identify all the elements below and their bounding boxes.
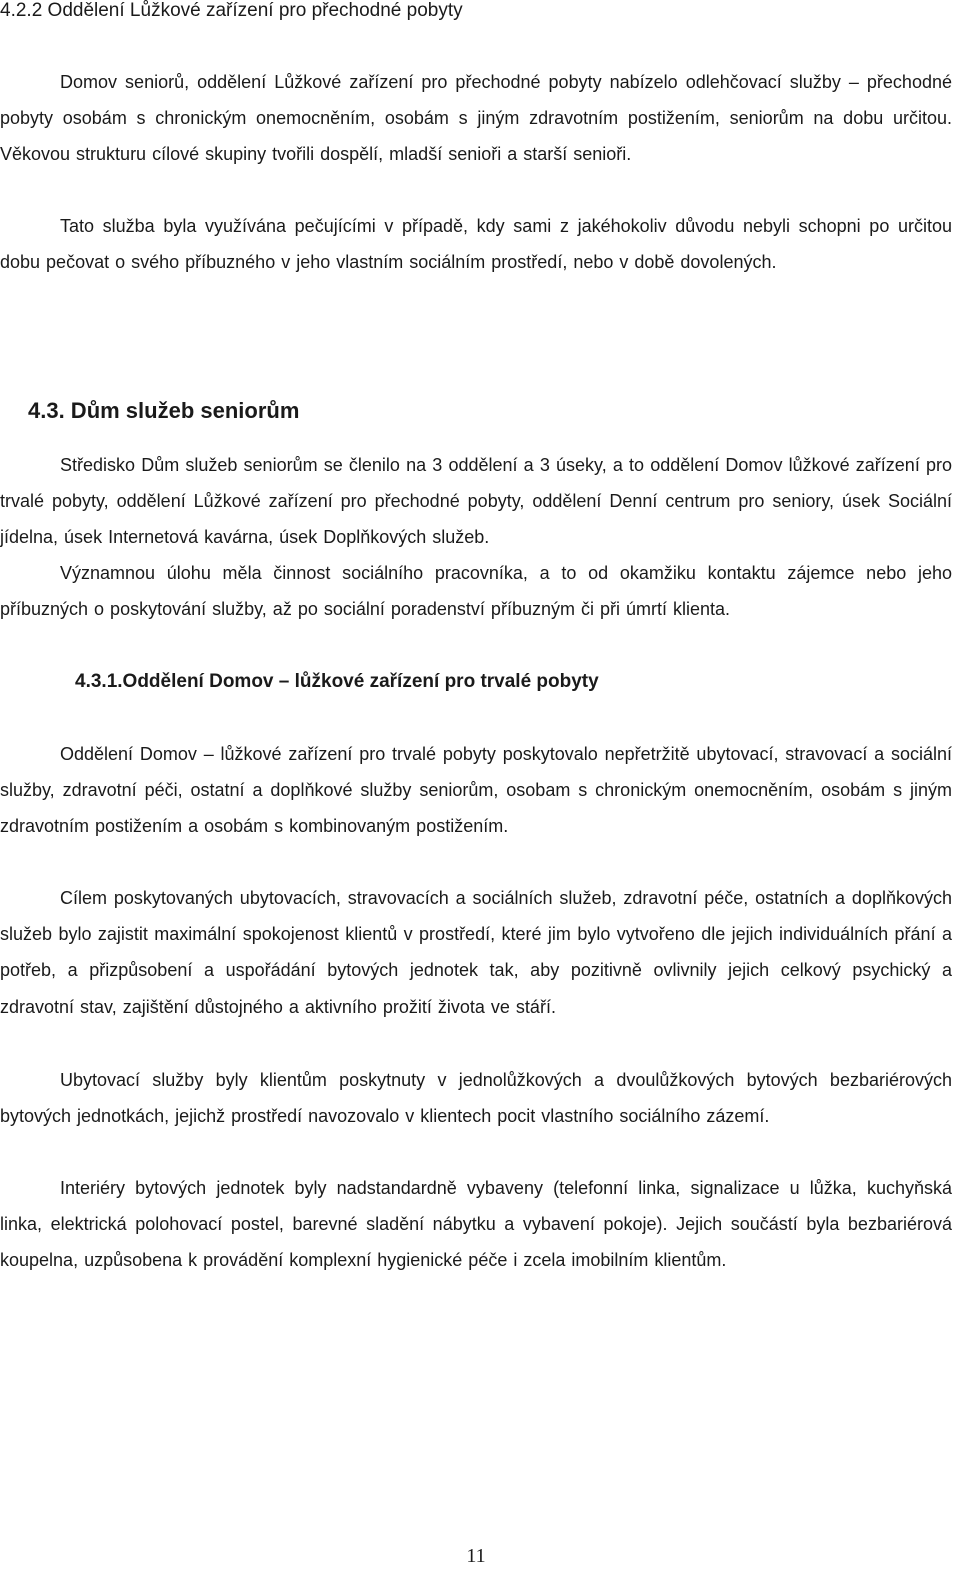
paragraph-4-3-1-services: Oddělení Domov – lůžkové zařízení pro trvalé pobyty poskytovalo nepřetržitě ubytovací, stravovací a sociální služby, zdravotní péči, ostatní a doplňkové služby seniorům, osobam s chronickým onemocněním, osobám s jiným zdravotním postižením a osobám s kombinovaným postižením. [0,744,952,837]
paragraph-4-3-social-worker: Významnou úlohu měla činnost sociálního pracovníka, a to od okamžiku kontaktu zájemce nebo jeho příbuzných o poskytování služby, až po sociální poradenství příbuzným či při úmrtí klienta. [0,563,952,620]
heading-4-3-1: 4.3.1.Oddělení Domov – lůžkové zařízení pro trvalé pobyty [75,671,599,692]
heading-4-3: 4.3. Dům služeb seniorům [28,398,300,423]
paragraph-4-3-1-accommodation: Ubytovací služby byly klientům poskytnuty v jednolůžkových a dvoulůžkových bytových bezbariérových bytových jednotkách, jejichž prostředí navozovalo v klientech pocit vlastního sociálního zázemí. [0,1070,952,1127]
page-number: 11 [466,1545,486,1567]
heading-4-2-2: 4.2.2 Oddělení Lůžkové zařízení pro přechodné pobyty [0,0,463,21]
paragraph-4-3-1-goal: Cílem poskytovaných ubytovacích, stravovacích a sociálních služeb, zdravotní péče, ostatních a doplňkových služeb bylo zajistit maximální spokojenost klientů v prostředí, které jim bylo vytvořeno dle jejich individuálních přání a potřeb, a přizpůsobení a uspořádání bytových jednotek tak, aby pozitivně ovlivnily jejich celkový psychický a zdravotní stav, zajištění důstojného a aktivního prožití života ve stáří. [0,888,952,1017]
paragraph-4-2-2-intro: Domov seniorů, oddělení Lůžkové zařízení pro přechodné pobyty nabízelo odlehčovací služby – přechodné pobyty osobám s chronickým onemocněním, osobám s jiným zdravotním postižením, seniorům na dobu určitou. Věkovou strukturu cílové skupiny tvořili dospělí, mladší senioři a starší senioři. [0,72,952,165]
paragraph-4-3-structure: Středisko Dům služeb seniorům se členilo na 3 oddělení a 3 úseky, a to oddělení Domov lůžkové zařízení pro trvalé pobyty, oddělení Lůžkové zařízení pro přechodné pobyty, oddělení Denní centrum pro seniory, úsek Sociální jídelna, úsek Internetová kavárna, úsek Doplňkových služeb. [0,455,952,548]
paragraph-4-3-1-interiors: Interiéry bytových jednotek byly nadstandardně vybaveny (telefonní linka, signalizace u lůžka, kuchyňská linka, elektrická polohovací postel, barevné sladění nábytku a vybavení pokoje). Jejich součástí byla bezbariérová koupelna, uzpůsobena k provádění komplexní hygienické péče i zcela imobilním klientům. [0,1178,952,1271]
paragraph-4-2-2-usage: Tato služba byla využívána pečujícími v případě, kdy sami z jakéhokoliv důvodu nebyli schopni po určitou dobu pečovat o svého příbuzného v jeho vlastním sociálním prostředí, nebo v době dovolených. [0,216,952,273]
